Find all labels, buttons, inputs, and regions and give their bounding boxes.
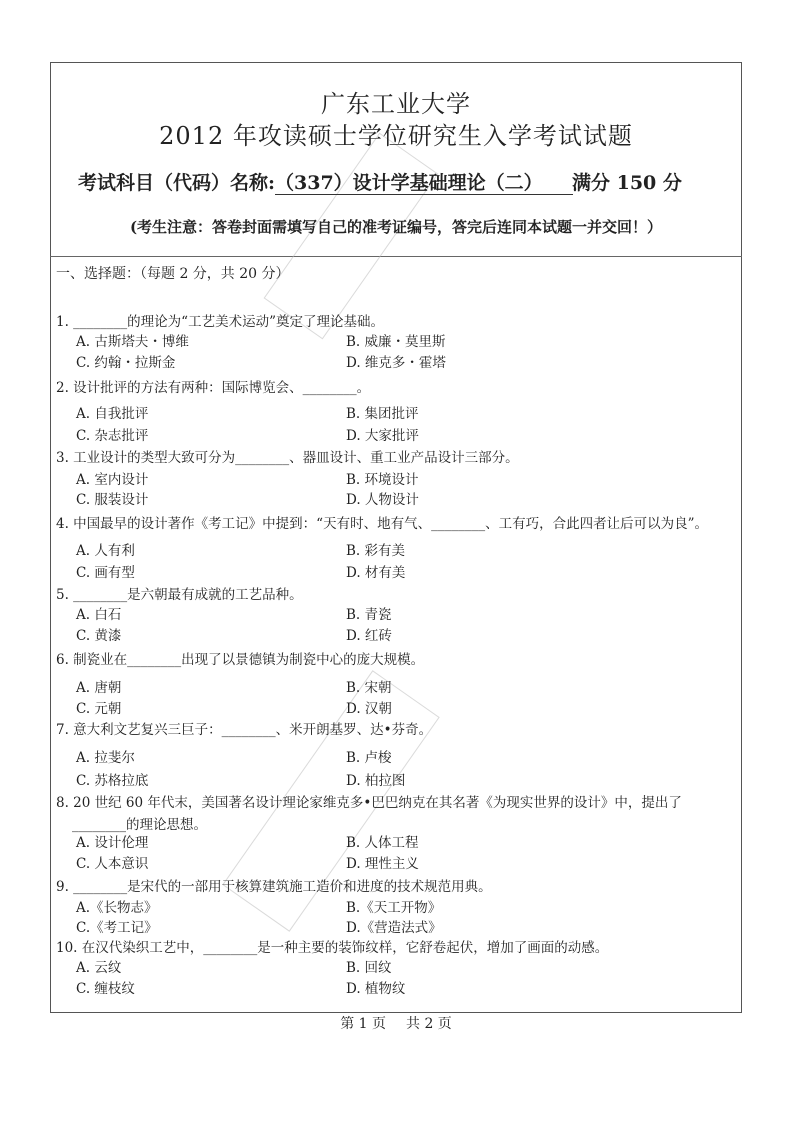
answer-option: B. 卢梭 [346,750,392,766]
answer-option: C.《考工记》 [76,920,158,936]
question-text: 10. 在汉代染织工艺中，________是一种主要的装饰纹样，它舒卷起伏，增加了画面的动感。 [56,940,609,956]
answer-option: B. 人体工程 [346,835,419,851]
question-text: ________的理论思想。 [72,817,207,833]
question-text: 6. 制瓷业在________出现了以景德镇为制瓷中心的庞大规模。 [56,652,425,668]
question-text: 9. ________是宋代的一部用于核算建筑施工造价和进度的技术规范用典。 [56,879,492,895]
page-number: 第 1 页 [340,1016,386,1032]
answer-option: D. 维克多・霍塔 [346,355,446,371]
university-name: 广东工业大学 [321,90,471,118]
question-text: 8. 20 世纪 60 年代末，美国著名设计理论家维克多•巴巴纳克在其名著《为现实世界的设计》中，提出了 [56,795,682,811]
answer-option: C. 画有型 [76,565,135,581]
answer-option: C. 缠枝纹 [76,981,135,997]
answer-option: B. 青瓷 [346,607,392,623]
answer-option: A.《长物志》 [76,900,158,916]
answer-option: D.《营造法式》 [346,920,442,936]
answer-option: D. 人物设计 [346,492,419,508]
answer-option: C. 杂志批评 [76,428,149,444]
answer-option: D. 红砖 [346,628,392,644]
answer-option: C. 约翰・拉斯金 [76,355,176,371]
answer-option: C. 元朝 [76,701,122,717]
answer-option: D. 柏拉图 [346,773,406,789]
answer-option: A. 古斯塔夫・博维 [76,334,189,350]
question-text: 4. 中国最早的设计著作《考工记》中提到：“天有时、地有气、________、工有巧，合此四者让后可以为良”。 [56,516,708,532]
answer-option: A. 设计伦理 [76,835,149,851]
question-text: 5. ________是六朝最有成就的工艺品种。 [56,587,303,603]
exam-notice: (考生注意：答卷封面需填写自己的准考证编号，答完后连同本试题一并交回！） [129,218,663,236]
answer-option: A. 人有利 [76,543,135,559]
answer-option: B. 彩有美 [346,543,406,559]
subject-name: （337）设计学基础理论（二） [275,172,573,195]
answer-option: B. 回纹 [346,960,392,976]
answer-option: B. 集团批评 [346,406,419,422]
answer-option: D. 植物纹 [346,981,406,997]
page-total: 共 2 页 [406,1016,452,1032]
answer-option: B. 威廉・莫里斯 [346,334,446,350]
exam-title: 2012 年攻读硕士学位研究生入学考试试题 [159,122,633,150]
full-score: 满分 150 分 [572,172,682,194]
answer-option: C. 黄漆 [76,628,122,644]
subject-line [78,168,573,195]
answer-option: B. 宋朝 [346,680,392,696]
answer-option: D. 大家批评 [346,428,419,444]
answer-option: A. 室内设计 [76,472,149,488]
page-footer [0,1013,792,1033]
answer-option: D. 汉朝 [346,701,392,717]
answer-option: D. 理性主义 [346,856,419,872]
question-text: 1. ________的理论为“工艺美术运动”奠定了理论基础。 [56,314,384,330]
question-text: 7. 意大利文艺复兴三巨子：________、米开朗基罗、达•芬奇。 [56,722,433,738]
question-text: 3. 工业设计的类型大致可分为________、器皿设计、重工业产品设计三部分。 [56,450,519,466]
answer-option: A. 唐朝 [76,680,122,696]
section-title: 一、选择题：（每题 2 分，共 20 分） [56,266,290,282]
answer-option: A. 拉斐尔 [76,750,135,766]
answer-option: A. 白石 [76,607,122,623]
answer-option: C. 人本意识 [76,856,149,872]
answer-option: C. 苏格拉底 [76,773,149,789]
answer-option: B. 环境设计 [346,472,419,488]
answer-option: C. 服装设计 [76,492,149,508]
answer-option: B.《天工开物》 [346,900,442,916]
answer-option: A. 自我批评 [76,406,149,422]
answer-option: D. 材有美 [346,565,406,581]
question-text: 2. 设计批评的方法有两种：国际博览会、________。 [56,380,371,396]
header-divider [50,256,742,257]
answer-option: A. 云纹 [76,960,122,976]
subject-label: 考试科目（代码）名称: [78,172,276,194]
